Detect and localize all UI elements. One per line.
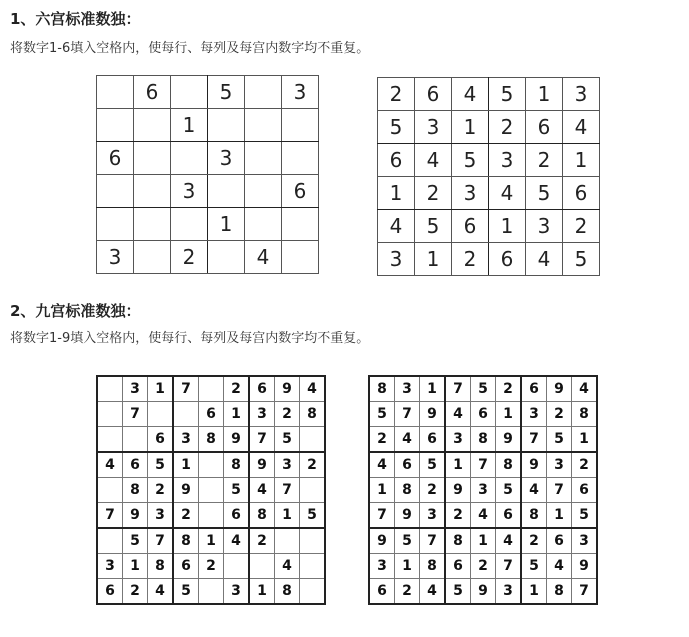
grid-cell: 1 (199, 528, 224, 554)
grid-cell: 4 (445, 402, 471, 427)
grid-cell (173, 402, 199, 427)
sudoku9-puzzle-grid (96, 375, 326, 605)
grid-cell: 6 (526, 111, 563, 144)
grid-cell (97, 109, 134, 142)
grid-cell: 9 (123, 503, 148, 529)
grid-cell: 5 (148, 452, 174, 478)
grid-cell: 4 (496, 528, 522, 554)
section2-title: 2、九宫标准数独： (10, 302, 141, 320)
grid-cell: 2 (496, 376, 522, 402)
grid-cell (249, 554, 275, 579)
grid-cell: 5 (369, 402, 395, 427)
sudoku6-puzzle-grid (96, 75, 319, 274)
grid-cell: 3 (97, 241, 134, 274)
grid-cell: 6 (199, 402, 224, 427)
grid-cell: 8 (369, 376, 395, 402)
grid-cell (97, 76, 134, 109)
grid-row (97, 175, 319, 208)
grid-cell: 2 (572, 452, 598, 478)
grid-cell: 3 (395, 376, 420, 402)
grid-cell: 6 (521, 376, 547, 402)
grid-cell (199, 376, 224, 402)
grid-cell: 5 (445, 579, 471, 605)
grid-row (97, 241, 319, 274)
grid-cell: 8 (275, 579, 300, 605)
grid-cell: 1 (275, 503, 300, 529)
grid-cell: 8 (420, 554, 446, 579)
grid-cell: 3 (173, 427, 199, 453)
grid-cell: 8 (572, 402, 598, 427)
grid-row (378, 177, 600, 210)
grid-cell: 5 (378, 111, 415, 144)
grid-cell: 5 (123, 528, 148, 554)
grid-cell: 4 (415, 144, 452, 177)
grid-cell (224, 554, 250, 579)
grid-cell: 5 (420, 452, 446, 478)
sudoku6-solution-grid (377, 77, 600, 276)
grid-cell: 7 (369, 503, 395, 529)
grid-cell: 5 (275, 427, 300, 453)
grid-cell: 7 (445, 376, 471, 402)
grid-cell: 7 (521, 427, 547, 453)
grid-cell: 1 (148, 376, 174, 402)
grid-cell: 6 (173, 554, 199, 579)
grid-cell: 2 (526, 144, 563, 177)
grid-cell: 1 (521, 579, 547, 605)
grid-cell: 9 (445, 478, 471, 503)
grid-cell (123, 427, 148, 453)
grid-cell: 1 (420, 376, 446, 402)
grid-cell: 7 (173, 376, 199, 402)
grid-cell: 3 (97, 554, 123, 579)
grid-cell: 9 (547, 376, 572, 402)
grid-row (97, 402, 325, 427)
grid-cell: 1 (572, 427, 598, 453)
grid-cell: 8 (395, 478, 420, 503)
grid-cell: 1 (415, 243, 452, 276)
grid-cell: 1 (489, 210, 526, 243)
grid-cell: 7 (572, 579, 598, 605)
grid-cell: 7 (547, 478, 572, 503)
grid-cell: 5 (395, 528, 420, 554)
grid-cell: 8 (496, 452, 522, 478)
grid-cell: 3 (526, 210, 563, 243)
grid-row (97, 478, 325, 503)
grid-cell (245, 109, 282, 142)
grid-row (97, 109, 319, 142)
grid-cell: 4 (395, 427, 420, 453)
grid-cell: 6 (97, 579, 123, 605)
grid-cell (199, 503, 224, 529)
grid-cell: 1 (526, 78, 563, 111)
grid-row (97, 427, 325, 453)
grid-cell (199, 452, 224, 478)
grid-cell: 4 (249, 478, 275, 503)
grid-cell (300, 478, 326, 503)
grid-cell (148, 402, 174, 427)
grid-cell (171, 208, 208, 241)
grid-cell: 6 (224, 503, 250, 529)
grid-cell: 2 (489, 111, 526, 144)
grid-cell (282, 142, 319, 175)
grid-cell: 9 (275, 376, 300, 402)
grid-cell: 6 (148, 427, 174, 453)
grid-cell (97, 478, 123, 503)
grid-cell: 6 (420, 427, 446, 453)
grid-cell: 3 (275, 452, 300, 478)
grid-cell: 3 (123, 376, 148, 402)
grid-cell: 9 (395, 503, 420, 529)
grid-cell: 8 (173, 528, 199, 554)
grid-cell: 1 (452, 111, 489, 144)
grid-cell: 2 (224, 376, 250, 402)
grid-row (369, 427, 597, 453)
grid-cell (208, 109, 245, 142)
grid-cell: 9 (249, 452, 275, 478)
grid-cell: 5 (547, 427, 572, 453)
grid-cell: 4 (521, 478, 547, 503)
grid-row (369, 452, 597, 478)
grid-cell (97, 376, 123, 402)
grid-row (378, 78, 600, 111)
grid-cell: 3 (415, 111, 452, 144)
grid-cell: 1 (445, 452, 471, 478)
grid-row (369, 579, 597, 605)
grid-row (369, 528, 597, 554)
grid-cell (97, 175, 134, 208)
grid-cell: 8 (300, 402, 326, 427)
grid-cell: 3 (521, 402, 547, 427)
grid-cell: 3 (208, 142, 245, 175)
grid-cell: 7 (275, 478, 300, 503)
grid-cell: 1 (395, 554, 420, 579)
grid-cell: 6 (395, 452, 420, 478)
grid-cell: 4 (420, 579, 446, 605)
grid-cell: 6 (547, 528, 572, 554)
grid-cell: 3 (489, 144, 526, 177)
grid-cell: 6 (452, 210, 489, 243)
grid-cell: 5 (521, 554, 547, 579)
grid-cell: 8 (249, 503, 275, 529)
grid-row (378, 210, 600, 243)
grid-cell: 3 (547, 452, 572, 478)
grid-cell: 2 (275, 402, 300, 427)
grid-cell: 4 (245, 241, 282, 274)
grid-cell: 9 (496, 427, 522, 453)
grid-cell: 9 (572, 554, 598, 579)
grid-cell: 5 (572, 503, 598, 529)
grid-cell: 9 (420, 402, 446, 427)
sudoku9-solution-grid (368, 375, 598, 605)
grid-row (97, 579, 325, 605)
grid-cell: 2 (415, 177, 452, 210)
grid-cell: 4 (489, 177, 526, 210)
grid-cell: 6 (249, 376, 275, 402)
grid-cell: 3 (445, 427, 471, 453)
grid-cell: 4 (471, 503, 496, 529)
grid-cell: 4 (378, 210, 415, 243)
grid-cell: 5 (496, 478, 522, 503)
grid-cell (300, 579, 326, 605)
grid-cell: 6 (134, 76, 171, 109)
grid-cell (245, 208, 282, 241)
grid-cell: 3 (378, 243, 415, 276)
grid-cell (97, 208, 134, 241)
section1-title: 1、六宫标准数独： (10, 10, 141, 28)
grid-cell (97, 528, 123, 554)
grid-cell: 1 (378, 177, 415, 210)
grid-row (378, 144, 600, 177)
grid-cell (300, 528, 326, 554)
grid-cell: 2 (395, 579, 420, 605)
grid-cell: 9 (369, 528, 395, 554)
grid-cell: 9 (471, 579, 496, 605)
grid-cell (171, 76, 208, 109)
grid-cell: 2 (369, 427, 395, 453)
grid-row (369, 478, 597, 503)
grid-row (369, 402, 597, 427)
grid-cell: 1 (496, 402, 522, 427)
grid-cell: 3 (224, 579, 250, 605)
grid-row (378, 111, 600, 144)
grid-cell: 4 (572, 376, 598, 402)
grid-cell (97, 427, 123, 453)
grid-cell (300, 554, 326, 579)
grid-cell (134, 142, 171, 175)
grid-cell: 2 (547, 402, 572, 427)
grid-row (369, 554, 597, 579)
grid-row (97, 376, 325, 402)
grid-cell: 9 (521, 452, 547, 478)
section2-instruction: 将数字1-9填入空格内，使每行、每列及每宫内数字均不重复。 (10, 331, 370, 346)
grid-cell: 4 (275, 554, 300, 579)
grid-cell: 4 (526, 243, 563, 276)
grid-cell: 1 (563, 144, 600, 177)
grid-cell: 1 (547, 503, 572, 529)
grid-cell: 1 (123, 554, 148, 579)
grid-cell: 1 (471, 528, 496, 554)
grid-cell: 5 (300, 503, 326, 529)
grid-cell: 3 (471, 478, 496, 503)
grid-cell: 2 (173, 503, 199, 529)
grid-cell: 4 (369, 452, 395, 478)
grid-cell (282, 241, 319, 274)
grid-cell: 9 (224, 427, 250, 453)
grid-cell: 2 (445, 503, 471, 529)
grid-cell: 2 (563, 210, 600, 243)
grid-cell (245, 76, 282, 109)
grid-cell: 4 (224, 528, 250, 554)
grid-cell: 3 (496, 579, 522, 605)
grid-cell: 8 (148, 554, 174, 579)
grid-cell: 5 (452, 144, 489, 177)
grid-cell: 6 (97, 142, 134, 175)
grid-cell (134, 175, 171, 208)
grid-cell: 1 (171, 109, 208, 142)
grid-cell: 7 (123, 402, 148, 427)
grid-cell: 6 (489, 243, 526, 276)
grid-cell: 3 (420, 503, 446, 529)
grid-cell (275, 528, 300, 554)
grid-cell (245, 175, 282, 208)
grid-cell: 2 (420, 478, 446, 503)
grid-cell: 7 (395, 402, 420, 427)
grid-cell: 3 (452, 177, 489, 210)
grid-cell: 6 (282, 175, 319, 208)
grid-cell: 3 (282, 76, 319, 109)
grid-cell: 6 (471, 402, 496, 427)
grid-cell: 3 (572, 528, 598, 554)
grid-cell: 6 (415, 78, 452, 111)
grid-row (369, 503, 597, 529)
grid-cell: 7 (97, 503, 123, 529)
grid-row (97, 142, 319, 175)
grid-cell: 1 (224, 402, 250, 427)
grid-cell: 4 (300, 376, 326, 402)
grid-row (97, 503, 325, 529)
grid-cell: 4 (563, 111, 600, 144)
grid-cell: 8 (445, 528, 471, 554)
grid-cell: 3 (148, 503, 174, 529)
grid-cell: 2 (378, 78, 415, 111)
grid-cell: 4 (97, 452, 123, 478)
grid-cell: 9 (173, 478, 199, 503)
grid-cell (300, 427, 326, 453)
grid-cell: 1 (249, 579, 275, 605)
grid-row (378, 243, 600, 276)
grid-row (97, 528, 325, 554)
grid-cell: 6 (496, 503, 522, 529)
grid-cell: 6 (369, 579, 395, 605)
grid-cell: 1 (173, 452, 199, 478)
grid-cell (134, 109, 171, 142)
grid-cell: 7 (471, 452, 496, 478)
grid-cell: 6 (123, 452, 148, 478)
grid-cell (171, 142, 208, 175)
grid-cell (282, 109, 319, 142)
grid-cell: 2 (300, 452, 326, 478)
grid-cell: 4 (452, 78, 489, 111)
grid-cell: 8 (547, 579, 572, 605)
grid-cell: 7 (496, 554, 522, 579)
grid-cell: 5 (208, 76, 245, 109)
grid-cell: 6 (572, 478, 598, 503)
grid-cell: 4 (148, 579, 174, 605)
grid-row (97, 554, 325, 579)
grid-cell (208, 175, 245, 208)
grid-cell: 1 (369, 478, 395, 503)
grid-cell: 7 (148, 528, 174, 554)
grid-cell: 7 (420, 528, 446, 554)
grid-cell (245, 142, 282, 175)
grid-cell: 2 (521, 528, 547, 554)
grid-row (97, 452, 325, 478)
grid-cell: 6 (378, 144, 415, 177)
grid-cell: 2 (249, 528, 275, 554)
grid-cell (134, 241, 171, 274)
grid-cell: 7 (249, 427, 275, 453)
grid-cell: 5 (489, 78, 526, 111)
grid-row (369, 376, 597, 402)
grid-cell: 5 (526, 177, 563, 210)
grid-cell: 8 (224, 452, 250, 478)
grid-cell: 3 (369, 554, 395, 579)
grid-cell: 5 (224, 478, 250, 503)
grid-cell: 2 (471, 554, 496, 579)
grid-cell (97, 402, 123, 427)
grid-cell: 8 (123, 478, 148, 503)
grid-cell: 3 (171, 175, 208, 208)
grid-cell: 5 (173, 579, 199, 605)
grid-cell: 2 (452, 243, 489, 276)
grid-cell: 3 (563, 78, 600, 111)
grid-cell: 3 (249, 402, 275, 427)
grid-cell: 6 (563, 177, 600, 210)
grid-cell: 2 (199, 554, 224, 579)
grid-cell (282, 208, 319, 241)
grid-cell: 5 (471, 376, 496, 402)
grid-cell: 5 (563, 243, 600, 276)
grid-cell: 2 (171, 241, 208, 274)
grid-cell: 4 (547, 554, 572, 579)
grid-cell (134, 208, 171, 241)
grid-cell: 6 (445, 554, 471, 579)
grid-row (97, 208, 319, 241)
grid-cell: 1 (208, 208, 245, 241)
grid-cell (199, 579, 224, 605)
grid-cell: 8 (199, 427, 224, 453)
section1-instruction: 将数字1-6填入空格内，使每行、每列及每宫内数字均不重复。 (10, 41, 370, 56)
grid-cell: 8 (471, 427, 496, 453)
grid-cell: 5 (415, 210, 452, 243)
grid-cell: 2 (148, 478, 174, 503)
grid-cell: 8 (521, 503, 547, 529)
grid-row (97, 76, 319, 109)
grid-cell (199, 478, 224, 503)
grid-cell: 2 (123, 579, 148, 605)
grid-cell (208, 241, 245, 274)
